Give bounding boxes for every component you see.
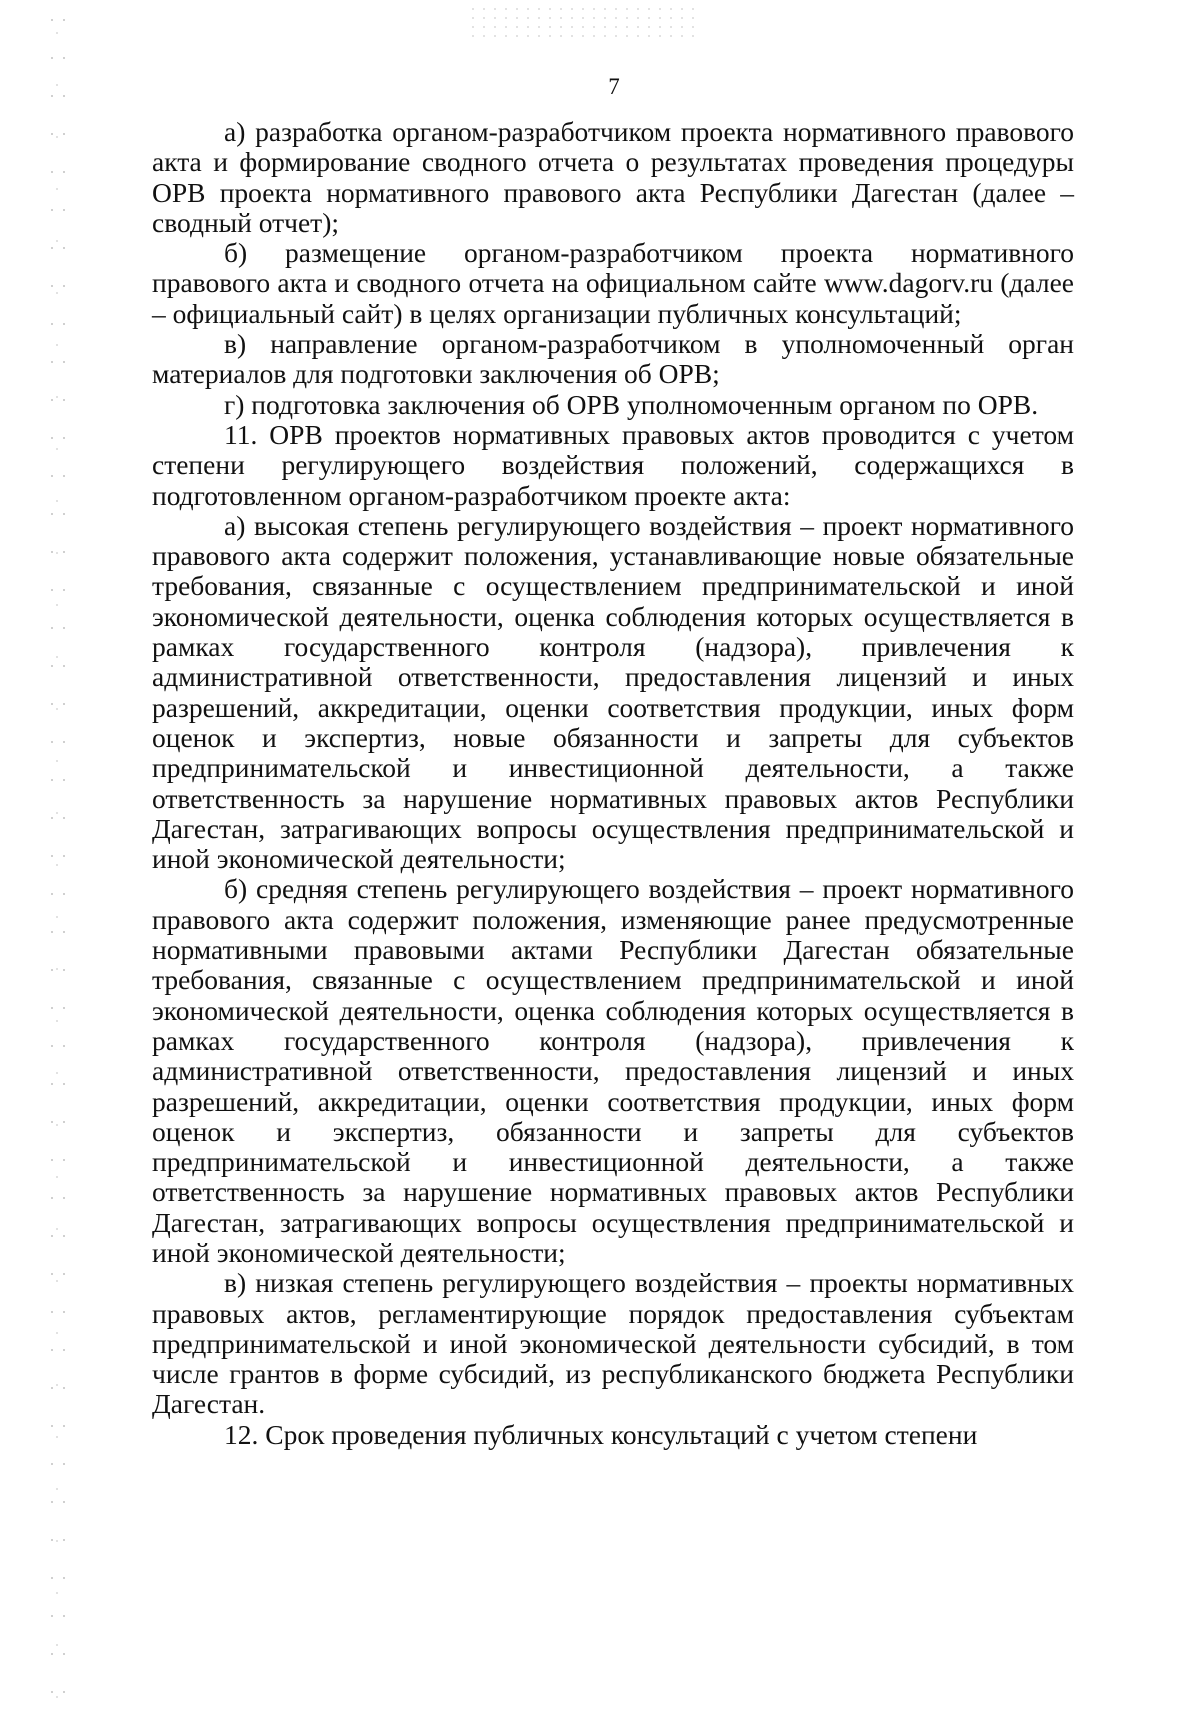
paragraph-11: 11. ОРВ проектов нормативных правовых актов проводится с учетом степени регулирующего воздействия положений, содержащихся в подготовленном органом-разработчиком проекте акта:	[152, 418, 1074, 511]
paragraph-11v: в) низкая степень регулирующего воздействия – проекты нормативных правовых актов, регламентирующие порядок предоставления субъектам предпринимательской и иной экономической деятельности субсидий, в том числе грантов в форме субсидий, из республиканского бюджета Республики Дагестан.	[152, 1267, 1074, 1420]
paragraph-10b: б) размещение органом-разработчиком проекта нормативного правового акта и сводного отчета на официальном сайте www.dagorv.ru (далее – официальный сайт) в целях организации публичных консультаций;	[152, 237, 1074, 329]
paragraph-11a: а) высокая степень регулирующего воздействия – проект нормативного правового акта содержит положения, устанавливающие новые обязательные требования, связанные с осуществлением предпринимательской и иной экономической деятельности, оценка соблюдения которых осуществляется в рамках государственного контроля (надзора), привлечения к административной ответственности, предоставления лицензий и иных разрешений, аккредитации, оценки соответствия продукции, иных форм оценок и экспертиз, новые обязанности и запреты для субъектов предпринимательской и инвестиционной деятельности, а также ответственность за нарушение нормативных правовых актов Республики Дагестан, затрагивающих вопросы осуществления предпринимательской и иной экономической деятельности;	[152, 509, 1074, 875]
scan-margin-artifacts	[48, 0, 68, 1709]
paragraph-11b: б) средняя степень регулирующего воздействия – проект нормативного правового акта содержит положения, изменяющие ранее предусмотренные нормативными правовыми актами Республики Дагестан обязательные требования, связанные с осуществлением предпринимательской и иной экономической деятельности, оценка соблюдения которых осуществляется в рамках государственного контроля (надзора), привлечения к административной ответственности, предоставления лицензий и иных разрешений, аккредитации, оценки соответствия продукции, иных форм оценок и экспертиз, обязанности и запреты для субъектов предпринимательской и инвестиционной деятельности, а также ответственность за нарушение нормативных правовых актов Республики Дагестан, затрагивающих вопросы осуществления предпринимательской и иной экономической деятельности;	[152, 873, 1074, 1268]
paragraph-10a: а) разработка органом-разработчиком проекта нормативного правового акта и формирование сводного отчета о результатах проведения процедуры ОРВ проекта нормативного правового акта Республики Дагестан (далее – сводный отчет);	[152, 116, 1074, 238]
scan-top-artifacts	[470, 4, 700, 44]
paragraph-10g: г) подготовка заключения об ОРВ уполномоченным органом по ОРВ.	[224, 388, 1039, 420]
paragraph-10v: в) направление органом-разработчиком в уполномоченный орган материалов для подготовки заключения об ОРВ;	[152, 328, 1074, 390]
paragraph-12: 12. Срок проведения публичных консультаций с учетом степени	[224, 1418, 978, 1450]
page-number: 7	[608, 74, 620, 99]
document-body	[152, 117, 1074, 1450]
